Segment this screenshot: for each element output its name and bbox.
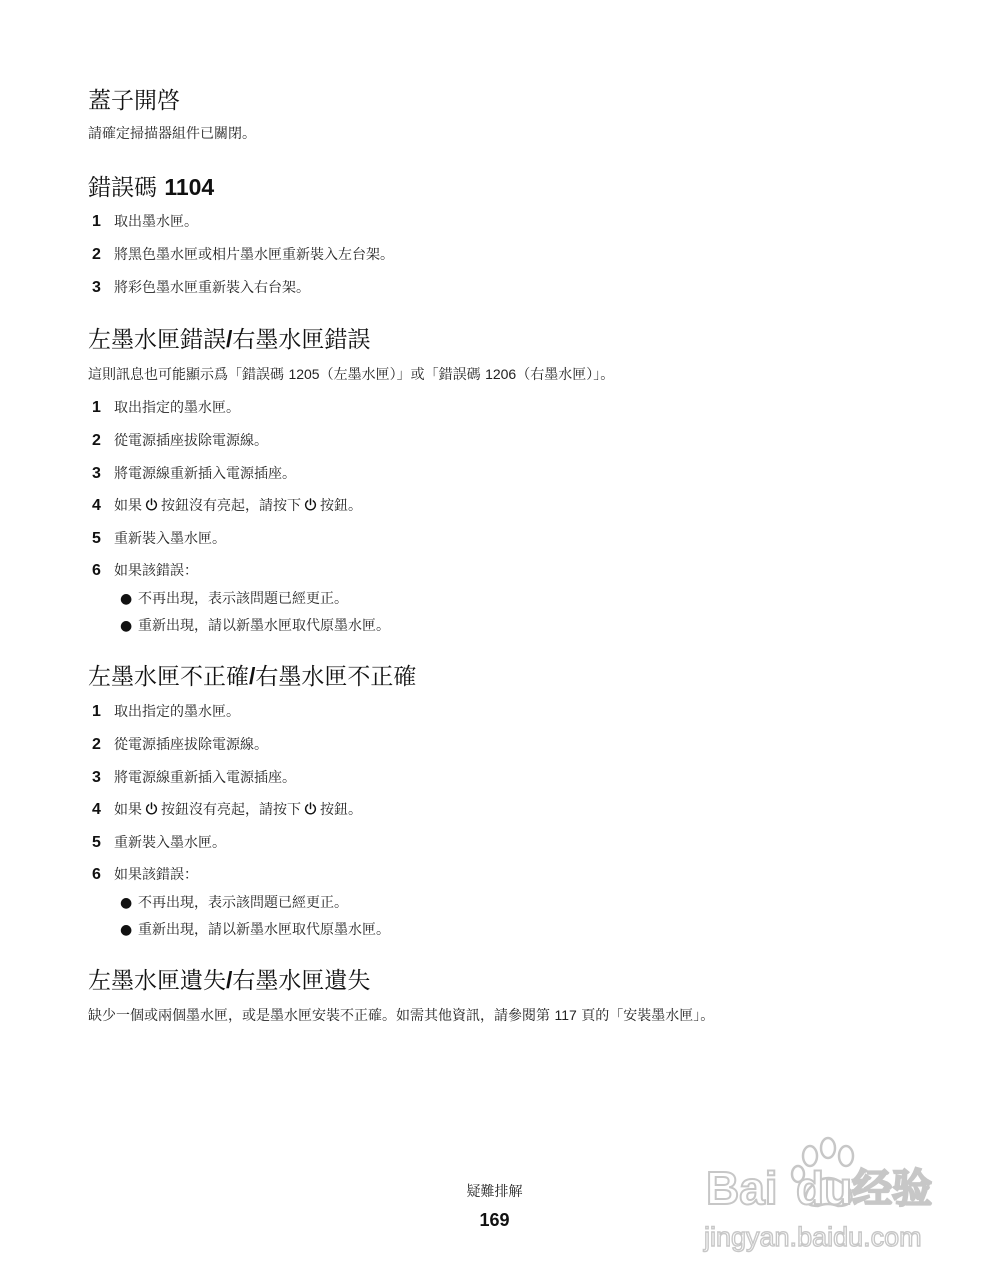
power-icon bbox=[145, 498, 158, 511]
heading-slash: / bbox=[249, 663, 256, 689]
step-text: 重新裝入墨水匣。 bbox=[114, 531, 226, 547]
step-text-part: 按鈕。 bbox=[320, 802, 362, 818]
step-number: 3 bbox=[92, 279, 101, 296]
bullet-item bbox=[120, 892, 348, 912]
step-item bbox=[92, 799, 362, 821]
watermark-url: jingyan.baidu.com bbox=[704, 1222, 922, 1252]
step-item bbox=[92, 832, 226, 854]
step-number: 2 bbox=[92, 432, 101, 449]
power-icon bbox=[145, 802, 158, 815]
step-item bbox=[92, 528, 226, 550]
step-text: 將電源線重新插入電源插座。 bbox=[114, 770, 296, 786]
intro-error-code: 1206 bbox=[485, 366, 517, 382]
bullet-text: 重新出現，請以新墨水匣取代原墨水匣。 bbox=[138, 922, 390, 938]
step-item bbox=[92, 277, 310, 299]
bullet-dot: ● bbox=[120, 922, 133, 938]
step-item bbox=[92, 430, 268, 452]
intro-error-code: 1205 bbox=[288, 366, 320, 382]
baidu-watermark bbox=[700, 1128, 960, 1258]
bullet-item bbox=[120, 919, 390, 939]
step-text bbox=[114, 498, 362, 514]
heading-cartridge-error bbox=[88, 324, 370, 355]
para-page-ref: 117 bbox=[554, 1007, 577, 1023]
intro-text: （右墨水匣）」。 bbox=[516, 367, 615, 383]
heading-part-a: 左墨水匣遺失 bbox=[88, 968, 226, 994]
power-icon bbox=[304, 498, 317, 511]
step-text-part: 按鈕沒有亮起，請按下 bbox=[161, 802, 301, 818]
step-number: 6 bbox=[92, 866, 101, 883]
heading-cartridge-missing bbox=[88, 965, 370, 996]
step-text: 取出指定的墨水匣。 bbox=[114, 400, 240, 416]
step-item bbox=[92, 734, 268, 756]
heading-part-a: 左墨水匣不正確 bbox=[88, 664, 249, 690]
step-item bbox=[92, 495, 362, 517]
bullet-text: 重新出現，請以新墨水匣取代原墨水匣。 bbox=[138, 618, 390, 634]
step-item bbox=[92, 463, 296, 485]
step-item bbox=[92, 864, 198, 886]
bullet-dot: ● bbox=[120, 895, 133, 911]
step-text: 從電源插座拔除電源線。 bbox=[114, 433, 268, 449]
heading-part-b: 右墨水匣不正確 bbox=[255, 664, 417, 690]
bullet-text: 不再出現，表示該問題已經更正。 bbox=[138, 591, 348, 607]
watermark-brand-a: Bai bbox=[706, 1162, 778, 1214]
step-text-part: 按鈕。 bbox=[320, 498, 362, 514]
step-text: 取出指定的墨水匣。 bbox=[114, 704, 240, 720]
watermark-brand-b: du bbox=[796, 1162, 853, 1214]
step-item bbox=[92, 560, 198, 582]
heading-error-code: 1104 bbox=[164, 174, 215, 200]
footer-section-name: 疑難排解 bbox=[466, 1184, 523, 1200]
heading-slash: / bbox=[226, 326, 233, 352]
intro-text: （左墨水匣）」或「錯誤碼 bbox=[319, 367, 481, 383]
heading-cartridge-incorrect bbox=[88, 661, 416, 692]
step-number: 1 bbox=[92, 399, 101, 416]
bullet-item bbox=[120, 615, 390, 635]
step-number: 2 bbox=[92, 246, 101, 263]
step-item bbox=[92, 211, 198, 233]
step-text: 將電源線重新插入電源插座。 bbox=[114, 466, 296, 482]
heading-slash: / bbox=[226, 967, 233, 993]
step-number: 3 bbox=[92, 769, 101, 786]
heading-part-b: 右墨水匣遺失 bbox=[232, 968, 371, 994]
heading-error-text: 錯誤碼 bbox=[88, 175, 157, 201]
cartridge-missing-paragraph bbox=[88, 1005, 714, 1026]
intro-text: 這則訊息也可能顯示爲「錯誤碼 bbox=[88, 367, 284, 383]
step-text: 如果該錯誤： bbox=[114, 563, 198, 579]
step-text-part: 按鈕沒有亮起，請按下 bbox=[161, 498, 301, 514]
step-text: 從電源插座拔除電源線。 bbox=[114, 737, 268, 753]
step-text: 如果該錯誤： bbox=[114, 867, 198, 883]
step-text: 重新裝入墨水匣。 bbox=[114, 835, 226, 851]
step-number: 6 bbox=[92, 562, 101, 579]
heading-error-1104 bbox=[88, 172, 214, 203]
step-number: 5 bbox=[92, 834, 101, 851]
step-text: 取出墨水匣。 bbox=[114, 214, 198, 230]
watermark-brand-cn: 经验 bbox=[852, 1166, 932, 1212]
heading-part-b: 右墨水匣錯誤 bbox=[232, 327, 371, 353]
step-item bbox=[92, 244, 394, 266]
para-text: 頁的「安裝墨水匣」。 bbox=[581, 1008, 715, 1024]
step-text bbox=[114, 802, 362, 818]
step-number: 3 bbox=[92, 465, 101, 482]
para-text: 缺少一個或兩個墨水匣，或是墨水匣安裝不正確。如需其他資訊，請參閱第 bbox=[88, 1008, 550, 1024]
step-text-part: 如果 bbox=[114, 498, 142, 514]
footer-page-number: 169 bbox=[479, 1210, 510, 1230]
step-number: 4 bbox=[92, 497, 101, 514]
step-text: 將黑色墨水匣或相片墨水匣重新裝入左台架。 bbox=[114, 247, 394, 263]
step-number: 2 bbox=[92, 736, 101, 753]
bullet-item bbox=[120, 588, 348, 608]
step-text: 將彩色墨水匣重新裝入右台架。 bbox=[114, 280, 310, 296]
step-item bbox=[92, 397, 240, 419]
bullet-dot: ● bbox=[120, 591, 133, 607]
cover-open-paragraph: 請確定掃描器組件已關閉。 bbox=[88, 126, 256, 142]
bullet-dot: ● bbox=[120, 618, 133, 634]
heading-part-a: 左墨水匣錯誤 bbox=[88, 327, 226, 353]
step-text-part: 如果 bbox=[114, 802, 142, 818]
step-number: 1 bbox=[92, 703, 101, 720]
step-item bbox=[92, 767, 296, 789]
step-number: 5 bbox=[92, 530, 101, 547]
bullet-text: 不再出現，表示該問題已經更正。 bbox=[138, 895, 348, 911]
step-number: 4 bbox=[92, 801, 101, 818]
heading-cover-open: 蓋子開啓 bbox=[88, 88, 180, 114]
step-item bbox=[92, 701, 240, 723]
power-icon bbox=[304, 802, 317, 815]
step-number: 1 bbox=[92, 213, 101, 230]
cartridge-error-intro bbox=[88, 364, 614, 385]
